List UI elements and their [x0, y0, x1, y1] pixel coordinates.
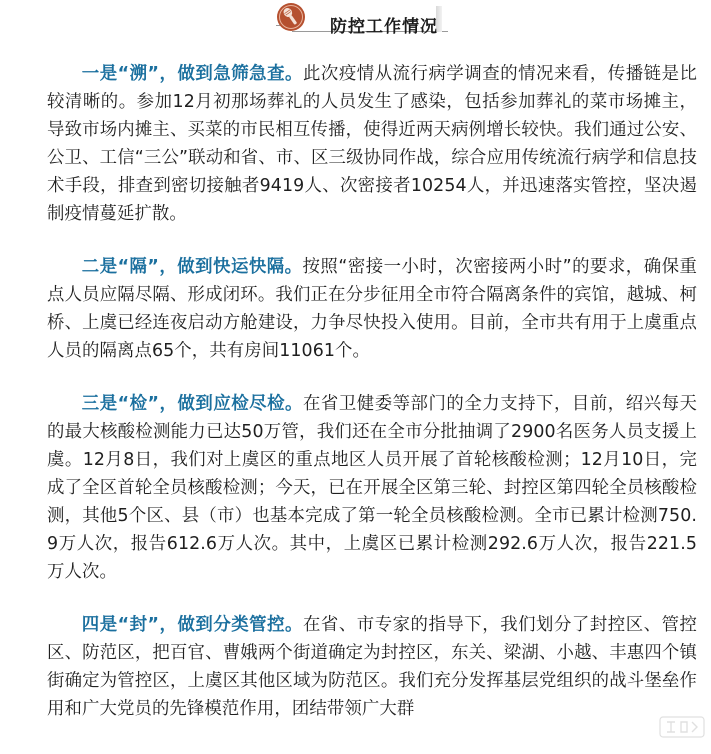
paragraph-text: 此次疫情从流行病学调查的情况来看，传播链是比较清晰的。参加12月初那场葬礼的人员发生了感染，包括参加葬礼的菜市场摊主，导致市场内摊主、买菜的市民相互传播，使得近两天病例增长较快。我们通过公安、公卫、工信“三公”联动和省、市、区三级协同作战，综合应用传统流行病学和信息技术手段，排查到密切接触者9419人、次密接者10254人，并迅速落实管控，坚决遏制疫情蔓延扩散。 [47, 64, 697, 224]
watermark-logo-icon [659, 714, 705, 740]
paragraph-trace [47, 60, 697, 228]
paragraph-seal [47, 611, 697, 723]
paragraph-text: 在省、市专家的指导下，我们划分了封控区、管控区、防范区，把百官、曹娥两个街道确定为封控区，东关、梁湖、小越、丰惠四个镇街确定为管控区，上虞区其他区域为防范区。我们充分发挥基层党组织的战斗堡垒作用和广大党员的先锋模范作用，团结带领广大群 [47, 615, 697, 719]
section-header [276, 2, 456, 37]
microphone-icon [276, 2, 306, 32]
paragraph-text: 在省卫健委等部门的全力支持下，目前，绍兴每天的最大核酸检测能力已达50万管，我们还在全市分批抽调了2900名医务人员支援上虞。12月8日，我们对上虞区的重点地区人员开展了首轮核酸检测；12月10日，完成了全区首轮全员核酸检测；今天，已在开展全区第三轮、封控区第四轮全员核酸检测，其他5个区、县（市）也基本完成了第一轮全员核酸检测。全市已累计检测750.9万人次，报告612.6万人次。其中，上虞区已累计检测292.6万人次，报告221.5万人次。 [47, 394, 697, 582]
paragraph-text: 按照“密接一小时，次密接两小时”的要求，确保重点人员应隔尽隔、形成闭环。我们正在分步征用全市符合隔离条件的宾馆，越城、柯桥、上虞已经连夜启动方舱建设，力争尽快投入使用。目前，全市共有用于上虞重点人员的隔离点65个，共有房间11061个。 [47, 257, 697, 361]
paragraph-isolate [47, 253, 697, 365]
header-box [292, 6, 448, 37]
paragraph-lead: 二是“隔”，做到快运快隔。 [81, 257, 303, 277]
paragraph-test [47, 390, 697, 586]
article-body [47, 60, 697, 748]
paragraph-lead: 三是“检”，做到应检尽检。 [81, 394, 303, 414]
paragraph-lead: 四是“封”，做到分类管控。 [81, 615, 303, 635]
paragraph-lead: 一是“溯”，做到急筛急查。 [81, 64, 303, 84]
section-title: 防控工作情况 [330, 17, 438, 37]
